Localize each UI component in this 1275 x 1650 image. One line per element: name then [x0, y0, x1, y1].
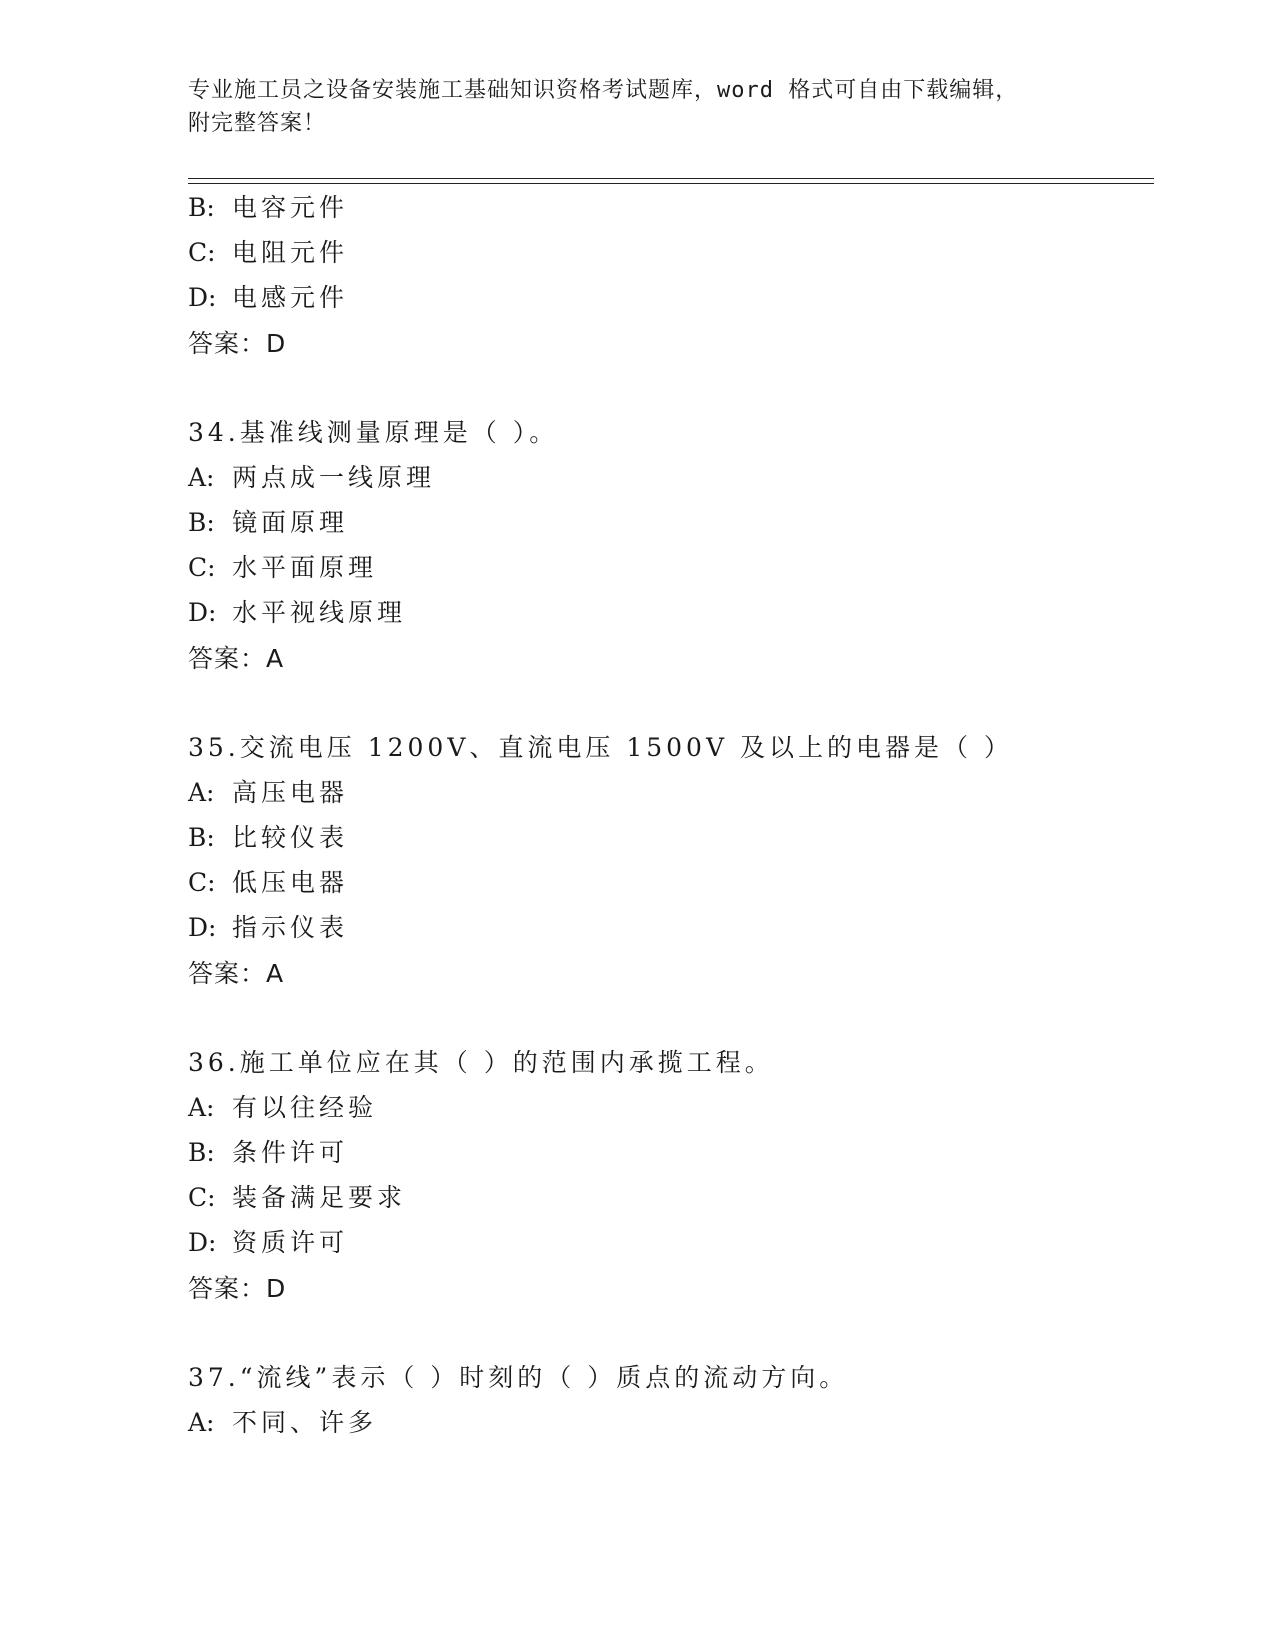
option-text: 指示仪表 [232, 913, 349, 942]
option-text: 低压电器 [232, 868, 349, 897]
option-key: C: [188, 553, 216, 582]
option-text: 两点成一线原理 [232, 463, 436, 492]
option-text: 水平视线原理 [232, 598, 407, 627]
option-text: 高压电器 [232, 778, 349, 807]
option-line [188, 233, 348, 269]
header-rule-bottom [188, 183, 1154, 184]
option-line [188, 188, 348, 224]
answer-line: 答案：A [188, 644, 285, 673]
header-line-1: 专业施工员之设备安装施工基础知识资格考试题库，word 格式可自由下载编辑， [188, 78, 1019, 103]
option-line [188, 1133, 348, 1169]
option-line [188, 503, 348, 539]
option-text: 镜面原理 [232, 508, 349, 537]
option-key: C: [188, 1183, 216, 1212]
option-key: D: [188, 598, 217, 627]
option-line [188, 1178, 406, 1214]
header-line-2: 附完整答案！ [188, 111, 327, 136]
option-text: 电容元件 [232, 193, 349, 222]
option-key: B: [188, 508, 215, 537]
option-key: B: [188, 1138, 215, 1167]
option-key: A: [188, 463, 215, 492]
option-line [188, 458, 435, 494]
question-stem: 35.交流电压 1200V、直流电压 1500V 及以上的电器是（ ） [188, 733, 1013, 762]
option-key: B: [188, 193, 215, 222]
question-stem: 37.“流线”表示（ ）时刻的（ ）质点的流动方向。 [188, 1363, 849, 1392]
option-line [188, 773, 348, 809]
option-line [188, 863, 348, 899]
option-line [188, 278, 348, 314]
answer-line: 答案：A [188, 959, 285, 988]
document-header [188, 74, 1088, 140]
option-line [188, 818, 348, 854]
option-line [188, 593, 406, 629]
option-key: A: [188, 778, 215, 807]
option-text: 条件许可 [232, 1138, 349, 1167]
option-key: C: [188, 238, 216, 267]
option-key: B: [188, 823, 215, 852]
option-key: A: [188, 1093, 215, 1122]
answer-line: 答案：D [188, 1274, 287, 1303]
option-text: 电阻元件 [232, 238, 349, 267]
option-key: D: [188, 1228, 217, 1257]
option-key: D: [188, 283, 217, 312]
option-line [188, 548, 377, 584]
option-key: C: [188, 868, 216, 897]
answer-line: 答案：D [188, 329, 287, 358]
option-text: 装备满足要求 [232, 1183, 407, 1212]
option-line [188, 1088, 377, 1124]
option-text: 电感元件 [232, 283, 349, 312]
option-text: 不同、许多 [232, 1408, 378, 1437]
option-text: 有以往经验 [232, 1093, 378, 1122]
question-stem: 36.施工单位应在其（ ）的范围内承揽工程。 [188, 1048, 774, 1077]
option-key: D: [188, 913, 217, 942]
option-key: A: [188, 1408, 215, 1437]
option-line [188, 908, 348, 944]
option-text: 水平面原理 [232, 553, 378, 582]
option-line [188, 1223, 348, 1259]
option-line [188, 1403, 377, 1439]
option-text: 资质许可 [232, 1228, 349, 1257]
header-rule-top [188, 178, 1154, 179]
question-stem: 34.基准线测量原理是（ ）。 [188, 418, 559, 447]
option-text: 比较仪表 [232, 823, 349, 852]
